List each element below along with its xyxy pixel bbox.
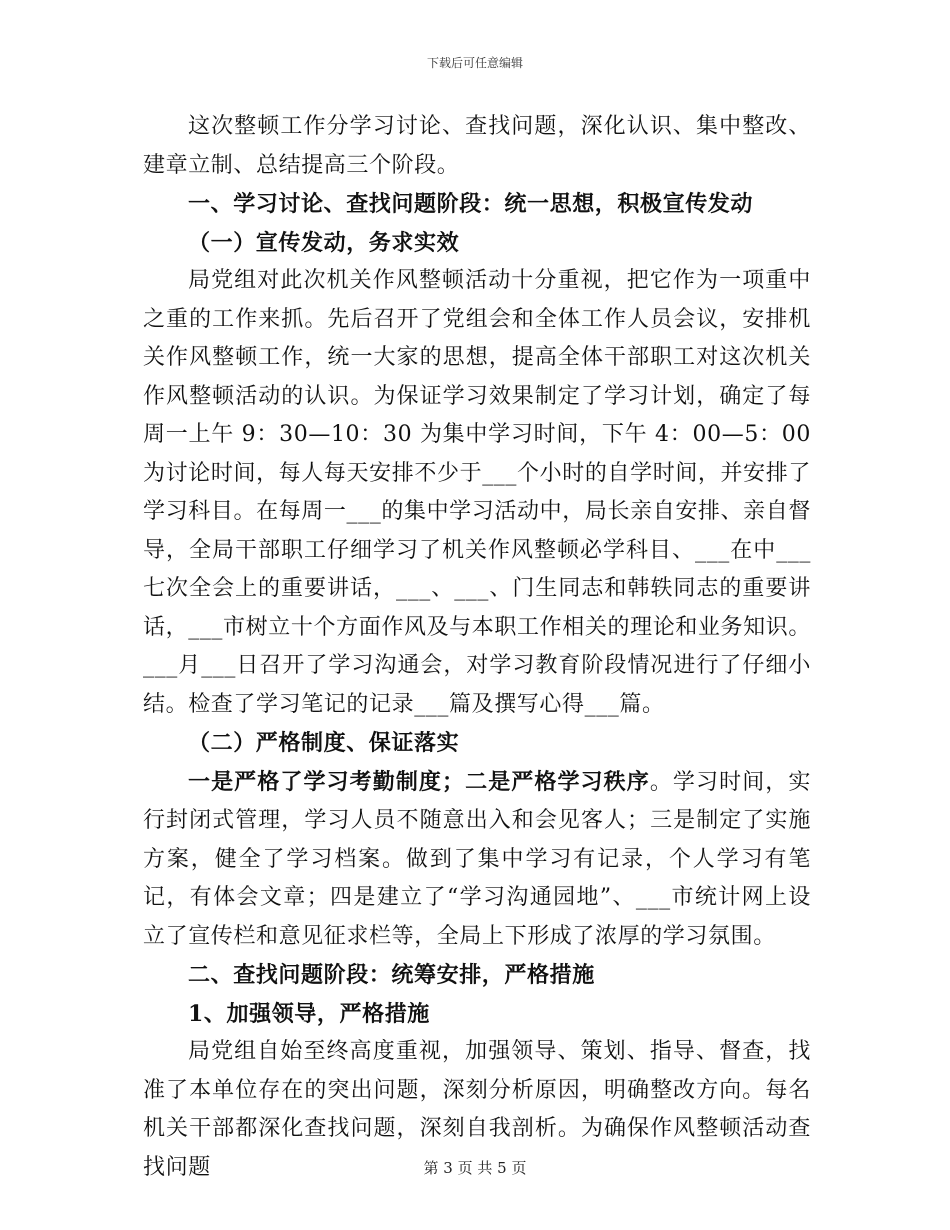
document-body: [143, 108, 811, 1187]
section-heading-1: 一、学习讨论、查找问题阶段：统一思想，积极宣传发动: [188, 191, 754, 217]
paragraph-leadership: 局党组自始至终高度重视，加强领导、策划、指导、督查，找准了本单位存在的突出问题，深刻分析原因，明确整改方向。每名机关干部都深化查找问题，深刻自我剖析。为确保作风整顿活动查找问题: [143, 1039, 811, 1180]
page-footer-number: 第 3 页 共 5 页: [423, 1159, 527, 1177]
page-header-note: 下载后可任意编辑: [426, 56, 523, 70]
section-heading-2: 二、查找问题阶段：统筹安排，严格措施: [188, 962, 595, 988]
subsection-heading-2-1: 1、加强领导，严格措施: [188, 1000, 430, 1027]
subsection-heading-1-1: （一）宣传发动，务求实效: [188, 229, 460, 256]
discipline-text: 。学习时间，实行封闭式管理，学习人员不随意出入和会见客人；三是制定了实施方案，健全了学习档案。做到了集中学习有记录，个人学习有笔记，有体会文章；四是建立了“学习沟通园地”、___市统计网上设立了宣传栏和意见征求栏等，全局上下形成了浓厚的学习氛围。: [143, 769, 811, 949]
intro-paragraph: 这次整顿工作分学习讨论、查找问题，深化认识、集中整改、建章立制、总结提高三个阶段。: [143, 114, 811, 178]
discipline-bold-lead: 一是严格了学习考勤制度；二是严格学习秩序: [188, 768, 650, 795]
subsection-heading-1-2: （二）严格制度、保证落实: [188, 730, 460, 756]
paragraph-publicity: 局党组对此次机关作风整顿活动十分重视，把它作为一项重中之重的工作来抓。先后召开了党组会和全体工作人员会议，安排机关作风整顿工作，统一大家的思想，提高全体干部职工对这次机关作风整顿活动的认识。为保证学习效果制定了学习计划，确定了每周一上午 9：30—10：30 为集中学习时间，下午 4：00—5：00 为讨论时间，每人每天安排不少于___个小时的自学时间，并安排了学习科目。在每周一___的集中学习活动中，局长亲自安排、亲自督导，全局干部职工仔细学习了机关作风整顿必学科目、___在中___七次全会上的重要讲话，___、___、门生同志和韩轶同志的重要讲话，___市树立十个方面作风及与本职工作相关的理论和业务知识。___月___日召开了学习沟通会，对学习教育阶段情况进行了仔细小结。检查了学习笔记的记录___篇及撰写心得___篇。: [143, 268, 811, 717]
paragraph-discipline: [143, 763, 811, 957]
